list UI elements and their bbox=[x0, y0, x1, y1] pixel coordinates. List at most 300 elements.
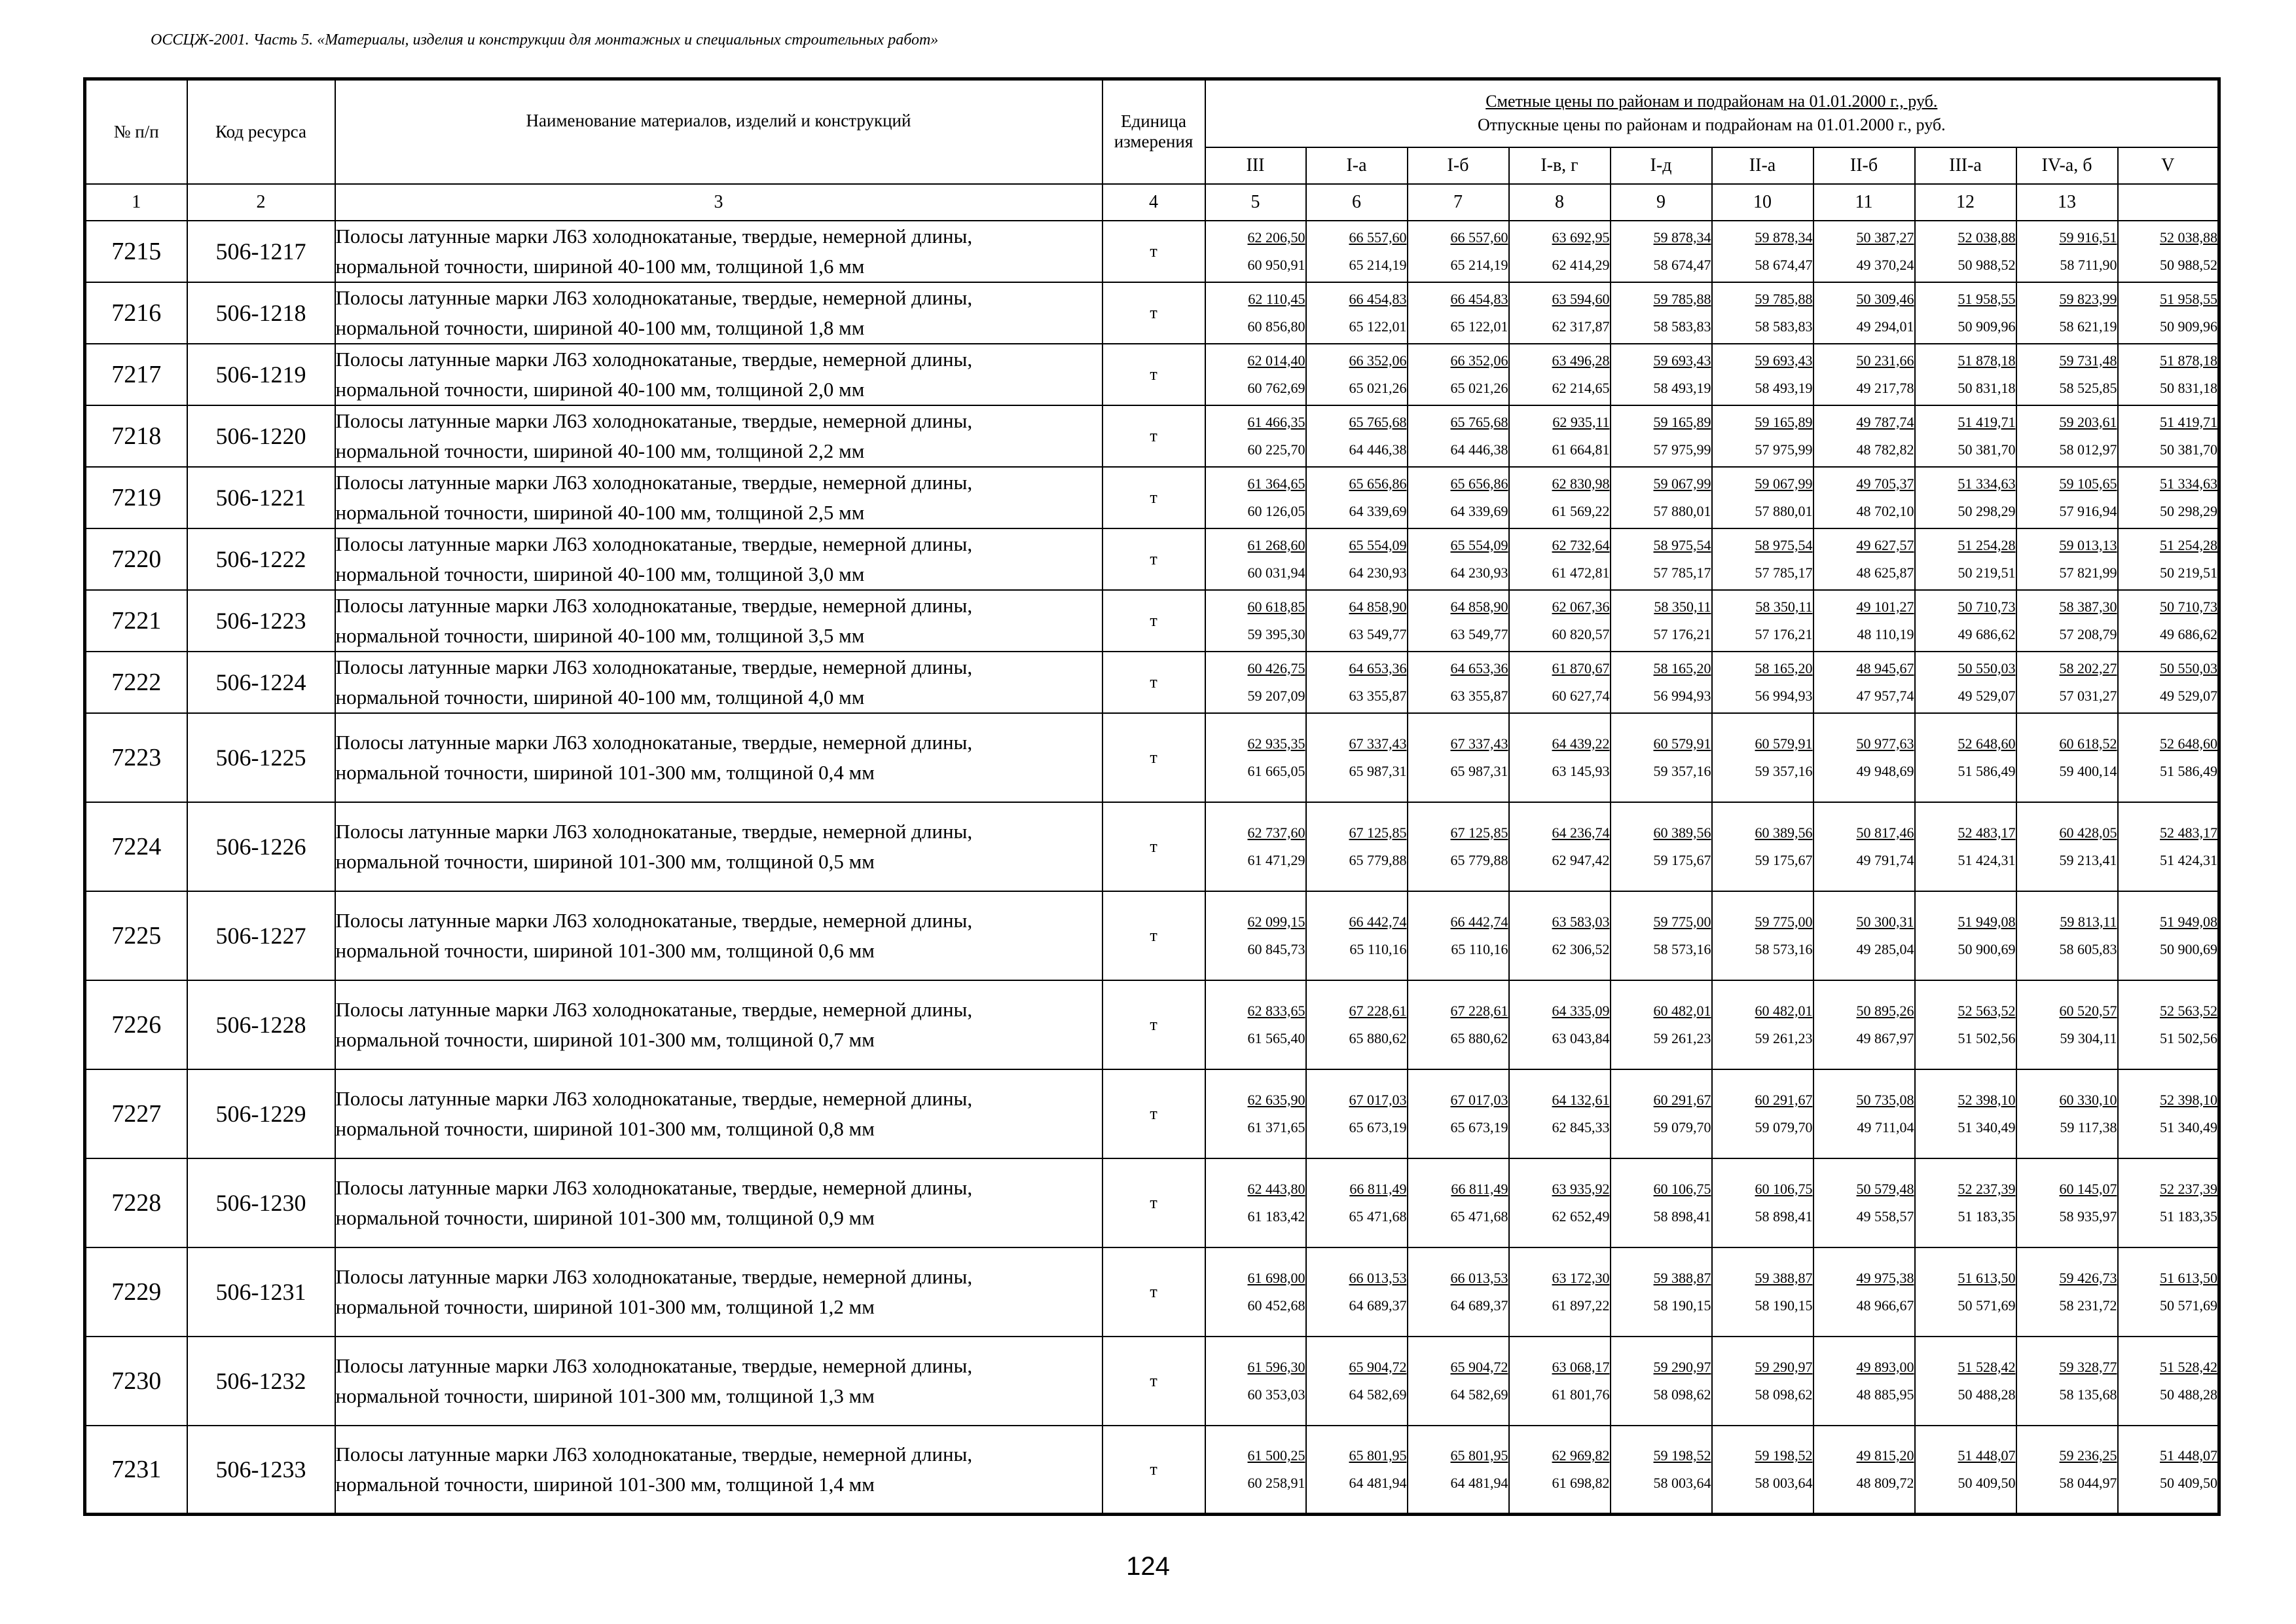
release-price: 50 909,96 bbox=[2160, 318, 2218, 335]
price-cell bbox=[1611, 590, 1712, 652]
estimate-price: 51 528,42 bbox=[2160, 1358, 2218, 1375]
estimate-price: 66 811,49 bbox=[1349, 1180, 1407, 1197]
table-row bbox=[85, 980, 2219, 1069]
price-cell bbox=[2016, 652, 2118, 713]
release-price: 65 673,19 bbox=[1450, 1118, 1508, 1135]
price-cell bbox=[1205, 980, 1306, 1069]
release-price: 58 898,41 bbox=[1755, 1208, 1813, 1225]
table-row bbox=[85, 467, 2219, 528]
release-price: 62 214,65 bbox=[1552, 379, 1610, 396]
estimate-price: 64 653,36 bbox=[1349, 659, 1407, 676]
release-price: 59 357,16 bbox=[1755, 762, 1813, 779]
price-cell bbox=[1915, 405, 2016, 467]
release-price: 64 230,93 bbox=[1349, 564, 1407, 581]
release-price: 64 689,37 bbox=[1450, 1297, 1508, 1314]
row-number: 7222 bbox=[85, 652, 187, 713]
estimate-price: 67 228,61 bbox=[1349, 1002, 1407, 1019]
price-cell bbox=[1306, 652, 1408, 713]
estimate-price: 66 557,60 bbox=[1450, 229, 1508, 246]
release-price: 58 098,62 bbox=[1653, 1386, 1711, 1403]
price-cell bbox=[1712, 467, 1813, 528]
row-number: 7216 bbox=[85, 282, 187, 344]
release-price: 50 409,50 bbox=[1958, 1474, 2016, 1491]
release-price: 49 294,01 bbox=[1856, 318, 1914, 335]
release-price: 48 966,67 bbox=[1856, 1297, 1914, 1314]
release-price: 51 183,35 bbox=[2160, 1208, 2218, 1225]
table-row bbox=[85, 221, 2219, 282]
price-cell bbox=[1509, 1426, 1611, 1515]
release-price: 60 225,70 bbox=[1247, 441, 1305, 458]
release-price: 58 621,19 bbox=[2059, 318, 2117, 335]
estimate-price: 67 125,85 bbox=[1450, 824, 1508, 841]
estimate-price: 52 648,60 bbox=[2160, 735, 2218, 752]
resource-code: 506-1220 bbox=[187, 405, 335, 467]
resource-code: 506-1226 bbox=[187, 802, 335, 891]
price-cell bbox=[1611, 1158, 1712, 1247]
release-price: 59 400,14 bbox=[2059, 762, 2117, 779]
estimate-price: 52 237,39 bbox=[1958, 1180, 2016, 1197]
resource-code: 506-1225 bbox=[187, 713, 335, 802]
estimate-price: 60 482,01 bbox=[1653, 1002, 1711, 1019]
price-cell bbox=[1712, 980, 1813, 1069]
resource-code: 506-1231 bbox=[187, 1247, 335, 1337]
release-price: 64 582,69 bbox=[1349, 1386, 1407, 1403]
release-price: 56 994,93 bbox=[1653, 687, 1711, 704]
estimate-price: 59 013,13 bbox=[2059, 536, 2117, 553]
release-price: 58 493,19 bbox=[1755, 379, 1813, 396]
material-name-line-2: нормальной точности, шириной 40-100 мм, толщиной 3,0 мм bbox=[335, 562, 865, 585]
estimate-price: 64 858,90 bbox=[1450, 598, 1508, 615]
table-row bbox=[85, 1426, 2219, 1515]
release-price: 58 190,15 bbox=[1755, 1297, 1813, 1314]
estimate-price: 51 613,50 bbox=[2160, 1269, 2218, 1286]
resource-code: 506-1230 bbox=[187, 1158, 335, 1247]
estimate-price: 62 732,64 bbox=[1552, 536, 1610, 553]
price-cell bbox=[1915, 1069, 2016, 1158]
table-row bbox=[85, 1158, 2219, 1247]
price-cell bbox=[1712, 713, 1813, 802]
header-prices-estimate: Сметные цены по районам и подрайонам на 01.01.2000 г., руб. bbox=[1485, 92, 1938, 111]
release-price: 64 446,38 bbox=[1450, 441, 1508, 458]
release-price: 49 686,62 bbox=[1958, 625, 2016, 642]
price-cell bbox=[1509, 590, 1611, 652]
estimate-price: 52 563,52 bbox=[2160, 1002, 2218, 1019]
release-price: 59 079,70 bbox=[1755, 1118, 1813, 1135]
release-price: 65 110,16 bbox=[1451, 940, 1508, 957]
release-price: 58 583,83 bbox=[1755, 318, 1813, 335]
estimate-price: 52 398,10 bbox=[2160, 1091, 2218, 1108]
estimate-price: 63 496,28 bbox=[1552, 352, 1610, 369]
estimate-price: 61 364,65 bbox=[1247, 475, 1305, 492]
estimate-price: 65 554,09 bbox=[1349, 536, 1407, 553]
estimate-price: 60 579,91 bbox=[1755, 735, 1813, 752]
price-cell bbox=[1813, 980, 1915, 1069]
release-price: 58 044,97 bbox=[2059, 1474, 2117, 1491]
price-cell bbox=[1915, 467, 2016, 528]
price-cell bbox=[1306, 1069, 1408, 1158]
column-number: 12 bbox=[1915, 184, 2016, 221]
price-cell bbox=[1408, 1158, 1509, 1247]
material-name bbox=[335, 713, 1102, 802]
price-cell bbox=[1915, 652, 2016, 713]
release-price: 63 145,93 bbox=[1552, 762, 1610, 779]
price-cell bbox=[1813, 467, 1915, 528]
release-price: 58 012,97 bbox=[2059, 441, 2117, 458]
column-number: 4 bbox=[1102, 184, 1205, 221]
header-prices-release: Отпускные цены по районам и подрайонам на 01.01.2000 г., руб. bbox=[1477, 115, 1946, 135]
row-number: 7228 bbox=[85, 1158, 187, 1247]
material-name-line-1: Полосы латунные марки Л63 холоднокатаные, твердые, немерной длины, bbox=[335, 409, 973, 432]
estimate-price: 62 067,36 bbox=[1552, 598, 1610, 615]
estimate-price: 62 830,98 bbox=[1552, 475, 1610, 492]
release-price: 58 674,47 bbox=[1653, 256, 1711, 273]
estimate-price: 62 014,40 bbox=[1247, 352, 1305, 369]
release-price: 60 452,68 bbox=[1247, 1297, 1305, 1314]
release-price: 58 573,16 bbox=[1653, 940, 1711, 957]
price-cell bbox=[1408, 1247, 1509, 1337]
release-price: 62 414,29 bbox=[1552, 256, 1610, 273]
header-region: III-а bbox=[1915, 147, 2016, 184]
estimate-price: 61 466,35 bbox=[1247, 413, 1305, 430]
price-cell bbox=[1611, 467, 1712, 528]
price-cell bbox=[1712, 652, 1813, 713]
estimate-price: 58 202,27 bbox=[2059, 659, 2117, 676]
price-cell bbox=[1306, 1158, 1408, 1247]
price-cell bbox=[1915, 1247, 2016, 1337]
estimate-price: 51 958,55 bbox=[1958, 290, 2016, 307]
table-row bbox=[85, 405, 2219, 467]
release-price: 50 381,70 bbox=[2160, 441, 2218, 458]
price-cell bbox=[1205, 1426, 1306, 1515]
release-price: 62 845,33 bbox=[1552, 1118, 1610, 1135]
material-name-line-1: Полосы латунные марки Л63 холоднокатаные, твердые, немерной длины, bbox=[335, 1175, 973, 1199]
release-price: 57 975,99 bbox=[1755, 441, 1813, 458]
estimate-price: 66 811,49 bbox=[1451, 1180, 1508, 1197]
release-price: 64 582,69 bbox=[1450, 1386, 1508, 1403]
estimate-price: 52 483,17 bbox=[1958, 824, 2016, 841]
price-cell bbox=[1813, 590, 1915, 652]
price-cell bbox=[2016, 221, 2118, 282]
price-cell bbox=[1813, 1337, 1915, 1426]
estimate-price: 50 387,27 bbox=[1856, 229, 1914, 246]
price-cell bbox=[2118, 1337, 2219, 1426]
price-cell bbox=[2118, 1247, 2219, 1337]
header-region: IV-а, б bbox=[2016, 147, 2118, 184]
price-cell bbox=[1611, 405, 1712, 467]
row-number: 7223 bbox=[85, 713, 187, 802]
release-price: 65 021,26 bbox=[1450, 379, 1508, 396]
estimate-price: 48 945,67 bbox=[1856, 659, 1914, 676]
price-cell bbox=[1408, 590, 1509, 652]
release-price: 61 472,81 bbox=[1552, 564, 1610, 581]
price-cell bbox=[1915, 590, 2016, 652]
release-price: 59 175,67 bbox=[1755, 851, 1813, 868]
release-price: 60 031,94 bbox=[1247, 564, 1305, 581]
estimate-price: 51 254,28 bbox=[2160, 536, 2218, 553]
price-cell bbox=[1408, 528, 1509, 590]
price-cell bbox=[1408, 980, 1509, 1069]
estimate-price: 61 500,25 bbox=[1247, 1447, 1305, 1464]
price-cell bbox=[1408, 891, 1509, 980]
release-price: 65 214,19 bbox=[1450, 256, 1508, 273]
table-row bbox=[85, 891, 2219, 980]
estimate-price: 60 618,85 bbox=[1247, 598, 1305, 615]
estimate-price: 50 550,03 bbox=[1958, 659, 2016, 676]
row-number: 7225 bbox=[85, 891, 187, 980]
release-price: 57 880,01 bbox=[1653, 502, 1711, 519]
price-cell bbox=[1611, 528, 1712, 590]
release-price: 49 948,69 bbox=[1856, 762, 1914, 779]
release-price: 50 988,52 bbox=[2160, 256, 2218, 273]
price-cell bbox=[1509, 713, 1611, 802]
price-cell bbox=[1509, 802, 1611, 891]
price-cell bbox=[1611, 802, 1712, 891]
price-cell bbox=[1915, 891, 2016, 980]
row-number: 7221 bbox=[85, 590, 187, 652]
running-header: ОССЦЖ-2001. Часть 5. «Материалы, изделия и конструкции для монтажных и специальных строительных работ» bbox=[151, 31, 939, 48]
price-cell bbox=[1408, 221, 1509, 282]
material-name bbox=[335, 405, 1102, 467]
release-price: 49 217,78 bbox=[1856, 379, 1914, 396]
release-price: 59 117,38 bbox=[2060, 1118, 2117, 1135]
resource-code: 506-1219 bbox=[187, 344, 335, 405]
price-cell bbox=[1813, 891, 1915, 980]
estimate-price: 61 268,60 bbox=[1247, 536, 1305, 553]
estimate-price: 49 975,38 bbox=[1856, 1269, 1914, 1286]
row-number: 7227 bbox=[85, 1069, 187, 1158]
release-price: 61 565,40 bbox=[1247, 1029, 1305, 1046]
price-cell bbox=[1408, 713, 1509, 802]
estimate-price: 52 038,88 bbox=[2160, 229, 2218, 246]
release-price: 59 213,41 bbox=[2059, 851, 2117, 868]
release-price: 63 549,77 bbox=[1349, 625, 1407, 642]
price-cell bbox=[2016, 1069, 2118, 1158]
release-price: 58 605,83 bbox=[2059, 940, 2117, 957]
estimate-price: 51 878,18 bbox=[2160, 352, 2218, 369]
price-cell bbox=[1509, 528, 1611, 590]
estimate-price: 66 454,83 bbox=[1349, 290, 1407, 307]
price-cell bbox=[1306, 528, 1408, 590]
price-cell bbox=[2016, 802, 2118, 891]
price-cell bbox=[1509, 1337, 1611, 1426]
price-cell bbox=[1813, 652, 1915, 713]
release-price: 51 502,56 bbox=[2160, 1029, 2218, 1046]
price-cell bbox=[2118, 344, 2219, 405]
estimate-price: 63 594,60 bbox=[1552, 290, 1610, 307]
release-price: 58 135,68 bbox=[2059, 1386, 2117, 1403]
price-cell bbox=[1408, 467, 1509, 528]
price-cell bbox=[2118, 405, 2219, 467]
price-cell bbox=[1205, 344, 1306, 405]
estimate-price: 59 878,34 bbox=[1653, 229, 1711, 246]
price-cell bbox=[1509, 1247, 1611, 1337]
release-price: 61 801,76 bbox=[1552, 1386, 1610, 1403]
price-cell bbox=[2118, 891, 2219, 980]
estimate-price: 59 198,52 bbox=[1653, 1447, 1711, 1464]
material-name-line-2: нормальной точности, шириной 101-300 мм, толщиной 1,2 мм bbox=[335, 1295, 875, 1318]
release-price: 63 549,77 bbox=[1450, 625, 1508, 642]
price-cell bbox=[2016, 1158, 2118, 1247]
header-region: I-д bbox=[1611, 147, 1712, 184]
release-price: 48 702,10 bbox=[1856, 502, 1914, 519]
estimate-price: 52 398,10 bbox=[1958, 1091, 2016, 1108]
unit: т bbox=[1102, 1158, 1205, 1247]
material-name-line-2: нормальной точности, шириной 40-100 мм, толщиной 1,6 мм bbox=[335, 254, 865, 278]
estimate-price: 65 801,95 bbox=[1450, 1447, 1508, 1464]
release-price: 65 779,88 bbox=[1349, 851, 1407, 868]
release-price: 65 122,01 bbox=[1450, 318, 1508, 335]
price-cell bbox=[1712, 344, 1813, 405]
price-cell bbox=[1306, 344, 1408, 405]
row-number: 7231 bbox=[85, 1426, 187, 1515]
price-cell bbox=[1712, 891, 1813, 980]
release-price: 63 355,87 bbox=[1349, 687, 1407, 704]
row-number: 7224 bbox=[85, 802, 187, 891]
column-number: 1 bbox=[85, 184, 187, 221]
material-name-line-1: Полосы латунные марки Л63 холоднокатаные, твердые, немерной длины, bbox=[335, 1354, 973, 1377]
price-cell bbox=[1306, 1337, 1408, 1426]
price-cell bbox=[1306, 467, 1408, 528]
estimate-price: 49 627,57 bbox=[1856, 536, 1914, 553]
price-cell bbox=[1712, 590, 1813, 652]
header-region: V bbox=[2118, 147, 2219, 184]
price-cell bbox=[2118, 652, 2219, 713]
material-name bbox=[335, 344, 1102, 405]
price-cell bbox=[2118, 528, 2219, 590]
release-price: 62 306,52 bbox=[1552, 940, 1610, 957]
price-cell bbox=[1408, 1069, 1509, 1158]
material-name-line-2: нормальной точности, шириной 101-300 мм, толщиной 0,7 мм bbox=[335, 1027, 875, 1051]
estimate-price: 59 165,89 bbox=[1755, 413, 1813, 430]
estimate-price: 51 958,55 bbox=[2160, 290, 2218, 307]
release-price: 51 502,56 bbox=[1958, 1029, 2016, 1046]
estimate-price: 65 801,95 bbox=[1349, 1447, 1407, 1464]
header-region: I-в, г bbox=[1509, 147, 1611, 184]
price-cell bbox=[2016, 980, 2118, 1069]
material-name bbox=[335, 1337, 1102, 1426]
header-region: III bbox=[1205, 147, 1306, 184]
release-price: 61 665,05 bbox=[1247, 762, 1305, 779]
column-number: 10 bbox=[1712, 184, 1813, 221]
price-cell bbox=[1509, 467, 1611, 528]
estimate-price: 51 949,08 bbox=[2160, 913, 2218, 930]
column-number: 13 bbox=[2016, 184, 2118, 221]
table-row bbox=[85, 713, 2219, 802]
price-cell bbox=[2118, 467, 2219, 528]
estimate-price: 60 330,10 bbox=[2059, 1091, 2117, 1108]
release-price: 60 627,74 bbox=[1552, 687, 1610, 704]
release-price: 57 176,21 bbox=[1755, 625, 1813, 642]
price-cell bbox=[1611, 1069, 1712, 1158]
estimate-price: 66 352,06 bbox=[1450, 352, 1508, 369]
estimate-price: 62 833,65 bbox=[1247, 1002, 1305, 1019]
release-price: 64 481,94 bbox=[1450, 1474, 1508, 1491]
release-price: 65 214,19 bbox=[1349, 256, 1407, 273]
estimate-price: 66 442,74 bbox=[1450, 913, 1508, 930]
material-name-line-1: Полосы латунные марки Л63 холоднокатаные, твердые, немерной длины, bbox=[335, 1442, 973, 1466]
release-price: 59 207,09 bbox=[1247, 687, 1305, 704]
material-name-line-1: Полосы латунные марки Л63 холоднокатаные, твердые, немерной длины, bbox=[335, 286, 973, 309]
price-cell bbox=[1306, 590, 1408, 652]
estimate-price: 60 145,07 bbox=[2059, 1180, 2117, 1197]
price-cell bbox=[1712, 1426, 1813, 1515]
resource-code: 506-1222 bbox=[187, 528, 335, 590]
row-number: 7215 bbox=[85, 221, 187, 282]
release-price: 48 809,72 bbox=[1856, 1474, 1914, 1491]
material-name-line-1: Полосы латунные марки Л63 холоднокатаные, твердые, немерной длины, bbox=[335, 819, 973, 843]
release-price: 58 898,41 bbox=[1653, 1208, 1711, 1225]
release-price: 58 003,64 bbox=[1755, 1474, 1813, 1491]
estimate-price: 59 426,73 bbox=[2059, 1269, 2117, 1286]
material-name bbox=[335, 467, 1102, 528]
estimate-price: 67 337,43 bbox=[1450, 735, 1508, 752]
material-name bbox=[335, 1247, 1102, 1337]
release-price: 49 529,07 bbox=[1958, 687, 2016, 704]
material-name-line-1: Полосы латунные марки Л63 холоднокатаные, твердые, немерной длины, bbox=[335, 1086, 973, 1110]
unit: т bbox=[1102, 405, 1205, 467]
unit: т bbox=[1102, 221, 1205, 282]
release-price: 51 424,31 bbox=[2160, 851, 2218, 868]
release-price: 64 446,38 bbox=[1349, 441, 1407, 458]
estimate-price: 66 352,06 bbox=[1349, 352, 1407, 369]
release-price: 50 409,50 bbox=[2160, 1474, 2218, 1491]
material-name bbox=[335, 282, 1102, 344]
estimate-price: 51 254,28 bbox=[1958, 536, 2016, 553]
price-cell bbox=[1915, 344, 2016, 405]
unit: т bbox=[1102, 1426, 1205, 1515]
price-cell bbox=[1712, 528, 1813, 590]
page-number: 124 bbox=[1126, 1552, 1170, 1581]
price-cell bbox=[1408, 282, 1509, 344]
estimate-price: 62 635,90 bbox=[1247, 1091, 1305, 1108]
header-num: № п/п bbox=[85, 79, 187, 184]
release-price: 65 021,26 bbox=[1349, 379, 1407, 396]
material-name bbox=[335, 590, 1102, 652]
release-price: 64 339,69 bbox=[1450, 502, 1508, 519]
release-price: 47 957,74 bbox=[1856, 687, 1914, 704]
estimate-price: 62 443,80 bbox=[1247, 1180, 1305, 1197]
price-cell bbox=[1306, 713, 1408, 802]
estimate-price: 67 017,03 bbox=[1450, 1091, 1508, 1108]
estimate-price: 51 528,42 bbox=[1958, 1358, 2016, 1375]
estimate-price: 67 125,85 bbox=[1349, 824, 1407, 841]
row-number: 7220 bbox=[85, 528, 187, 590]
estimate-price: 58 350,11 bbox=[1654, 598, 1711, 615]
release-price: 65 471,68 bbox=[1349, 1208, 1407, 1225]
release-price: 50 381,70 bbox=[1958, 441, 2016, 458]
price-cell bbox=[1205, 1158, 1306, 1247]
price-cell bbox=[1205, 652, 1306, 713]
estimate-price: 58 975,54 bbox=[1653, 536, 1711, 553]
price-cell bbox=[1813, 713, 1915, 802]
release-price: 50 488,28 bbox=[2160, 1386, 2218, 1403]
release-price: 48 782,82 bbox=[1856, 441, 1914, 458]
price-cell bbox=[2118, 713, 2219, 802]
price-cell bbox=[2016, 1426, 2118, 1515]
price-cell bbox=[2118, 1426, 2219, 1515]
release-price: 49 686,62 bbox=[2160, 625, 2218, 642]
release-price: 58 493,19 bbox=[1653, 379, 1711, 396]
release-price: 59 304,11 bbox=[2060, 1029, 2117, 1046]
price-cell bbox=[1712, 282, 1813, 344]
estimate-price: 51 419,71 bbox=[2160, 413, 2218, 430]
price-cell bbox=[1205, 590, 1306, 652]
estimate-price: 65 656,86 bbox=[1349, 475, 1407, 492]
estimate-price: 49 705,37 bbox=[1856, 475, 1914, 492]
release-price: 49 867,97 bbox=[1856, 1029, 1914, 1046]
price-cell bbox=[1611, 713, 1712, 802]
price-cell bbox=[1509, 282, 1611, 344]
